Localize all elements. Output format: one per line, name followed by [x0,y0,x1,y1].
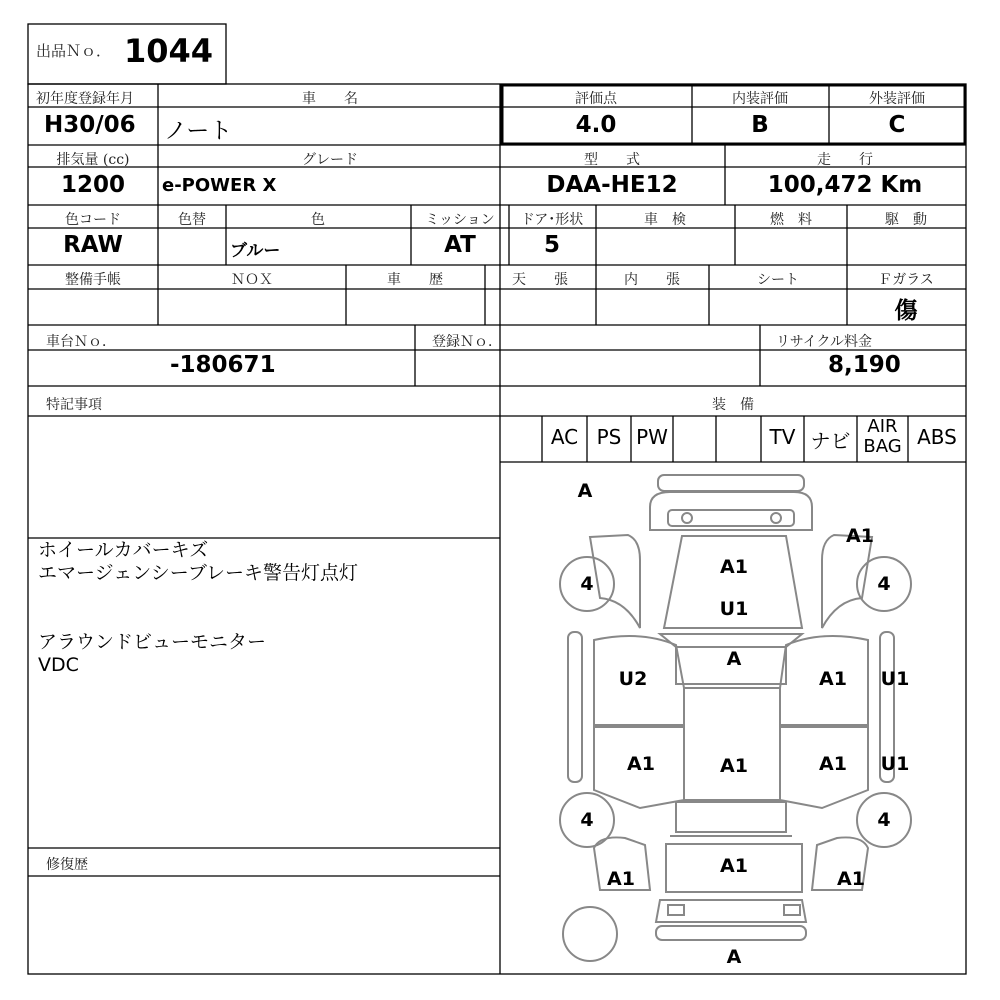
mark-tire-rr: 4 [877,809,891,831]
mark-side-rr: U1 [880,753,910,775]
mark-hood-2: U1 [719,598,749,620]
mileage-value: 100,472 Km [767,172,923,198]
interior-value: B [751,112,769,138]
spare-tire [563,907,617,961]
model-value: DAA-HE12 [546,172,678,198]
mark-tire-fr: 4 [877,573,891,595]
roof-lining-label: 天 張 [512,272,568,288]
interior-label: 内装評価 [732,91,788,107]
recycle-value: 8,190 [828,352,901,378]
equipment-item: TV [769,425,796,449]
model-label: 型 式 [584,152,640,168]
mark-quarter-r: A1 [837,868,865,890]
equipment-item: PW [636,425,668,449]
mark-fender-r1: A1 [819,668,847,690]
mark-windshield: A [726,648,742,670]
score-label: 評価点 [575,91,617,107]
color-label: 色 [311,212,325,228]
mark-rear: A [726,946,742,968]
mark-fender-r2: U1 [880,668,910,690]
door-value: 5 [543,232,561,258]
manual-label: 整備手帳 [65,272,121,288]
exterior-label: 外装評価 [869,91,925,107]
lot-label: 出品Ｎｏ． [36,42,112,60]
mark-hood-1: A1 [720,556,748,578]
special-notes-text: ホイールカバーキズ エマージェンシーブレーキ警告灯点灯 アラウンドビューモニター VDC [38,539,359,676]
interior-trim-label: 内 張 [624,272,680,288]
history-label: 車 歴 [387,272,443,288]
displacement-value: 1200 [60,172,126,198]
equipment-item: PS [596,425,622,449]
lot-number: 1044 [124,32,214,70]
equipment-item: ABS [917,425,957,449]
mark-door-fl: U2 [618,668,648,690]
mark-tire-fl: 4 [580,573,594,595]
recycle-label: リサイクル料金 [776,334,873,350]
special-notes-label: 特記事項 [46,397,102,413]
door-label: ドア･形状 [520,212,584,228]
mark-trunk: A1 [720,855,748,877]
repaint-label: 色替 [178,212,206,228]
car-name-value: ノート [164,118,233,144]
mission-value: AT [444,232,476,258]
inspection-label: 車 検 [644,212,686,228]
mark-hood-right: A1 [846,525,874,547]
equipment-item: AC [550,425,579,449]
nox-label: ＮＯＸ [231,272,273,288]
seat-label: シート [757,272,799,288]
registration-label: 登録Ｎｏ． [432,334,502,350]
front-glass-value: 傷 [894,297,918,324]
mark-door-rl: A1 [627,753,655,775]
chassis-label: 車台Ｎｏ． [46,334,116,350]
color-value: ブルー [230,241,281,261]
exterior-value: C [888,112,906,138]
mark-front: A [577,480,593,502]
color-code-value: RAW [63,232,123,258]
first-registration-label: 初年度登録年月 [36,91,134,107]
drive-label: 駆 動 [885,212,927,228]
fuel-label: 燃 料 [770,212,812,228]
equipment-item: ナビ [810,429,851,453]
front-bumper [658,475,804,491]
car-name-label: 車 名 [302,91,358,107]
mark-quarter-l: A1 [607,868,635,890]
grade-value: e-POWER X [162,175,277,196]
roof [684,688,780,800]
equipment-label: 装 備 [712,397,754,413]
first-registration-value: H30/06 [44,112,136,138]
mark-door-rr: A1 [819,753,847,775]
grade-label: グレード [302,152,358,168]
mark-tire-rl: 4 [580,809,594,831]
repair-history-label: 修復歴 [46,857,88,873]
displacement-label: 排気量 (cc) [56,152,130,168]
mission-label: ミッション [425,212,495,228]
front-glass-label: Ｆガラス [878,272,934,288]
equipment-item: AIR BAG [863,416,902,457]
score-value: 4.0 [575,112,617,138]
mileage-label: 走 行 [817,152,873,168]
mark-roof: A1 [720,755,748,777]
color-code-label: 色コード [65,212,121,228]
chassis-value: -180671 [170,352,276,378]
